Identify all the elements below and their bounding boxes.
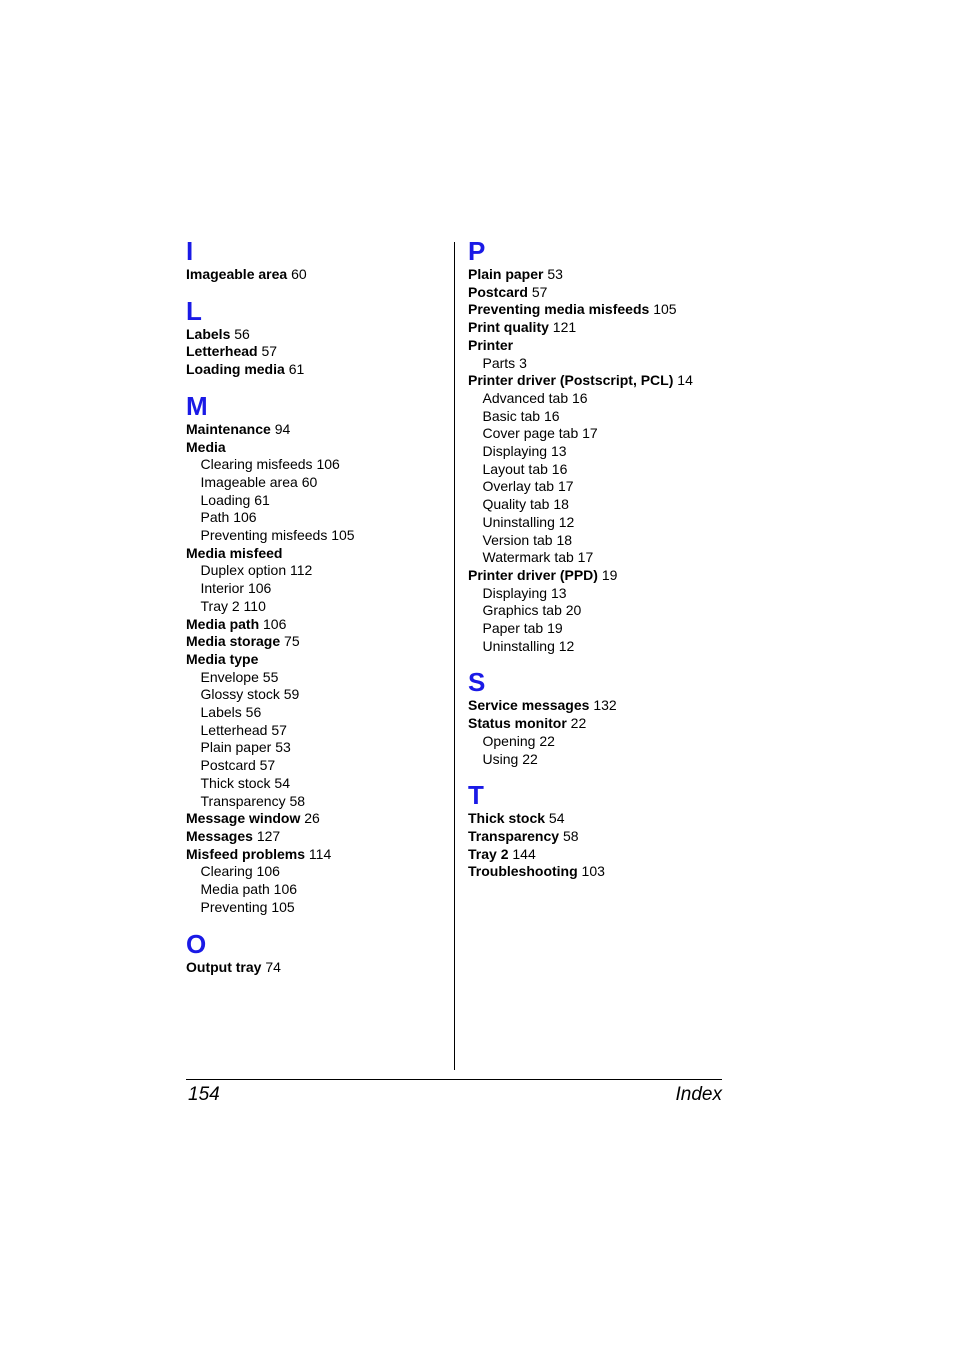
entry-page-number: 144 [512, 845, 536, 862]
entry-term: Paper tab [482, 620, 544, 637]
entry-term: Letterhead [186, 343, 258, 360]
entry-page-number: 105 [653, 301, 677, 318]
footer-title: Index [675, 1084, 722, 1105]
index-column-left [186, 236, 448, 976]
entry-term: Overlay tab [482, 478, 555, 495]
entry-page-number: 58 [562, 827, 579, 844]
entry-term: Print quality [468, 319, 549, 336]
index-subentry [186, 669, 448, 687]
index-subentry [186, 881, 448, 899]
index-subentry [468, 478, 728, 496]
entry-term: Uninstalling [482, 637, 555, 654]
entry-term: Printer driver (PPD) [468, 566, 598, 583]
entry-term: Postcard [468, 283, 528, 300]
index-entry [468, 715, 728, 733]
index-entry [468, 828, 728, 846]
index-entry [468, 863, 728, 881]
page-number: 154 [188, 1084, 220, 1105]
index-subentry [186, 704, 448, 722]
entry-term: Loading [200, 491, 251, 508]
index-subentry [468, 602, 728, 620]
entry-term: Troubleshooting [468, 863, 578, 880]
index-section [186, 391, 448, 917]
entry-term: Displaying [482, 443, 548, 460]
section-letter: O [186, 928, 207, 959]
entry-term: Clearing [200, 863, 253, 880]
index-subentry [468, 733, 728, 751]
entry-page-number: 14 [677, 372, 693, 389]
entry-page-number: 60 [301, 473, 318, 490]
entry-term: Media misfeed [186, 544, 283, 561]
entry-term: Media path [186, 615, 260, 632]
entry-term: Using [482, 750, 519, 767]
entry-page-number: 12 [558, 513, 575, 530]
entry-term: Advanced tab [482, 389, 569, 406]
index-subentry [186, 456, 448, 474]
index-entry [186, 810, 448, 828]
index-subentry [468, 425, 728, 443]
entry-page-number: 106 [256, 863, 280, 880]
index-subentry [468, 443, 728, 461]
index-entry [186, 343, 448, 361]
entry-term: Media path [200, 881, 270, 898]
index-subentry [468, 514, 728, 532]
index-entry [468, 337, 728, 355]
index-entry [468, 372, 728, 390]
entry-page-number: 106 [316, 456, 340, 473]
index-subentry [186, 562, 448, 580]
entry-page-number: 103 [581, 863, 605, 880]
index-subentry [186, 474, 448, 492]
entry-term: Preventing [200, 898, 268, 915]
entry-page-number: 75 [284, 633, 300, 650]
entry-term: Basic tab [482, 407, 541, 424]
index-entry [186, 545, 448, 563]
entry-page-number: 60 [291, 266, 307, 282]
index-entry [468, 301, 728, 319]
entry-page-number: 112 [290, 562, 313, 579]
index-section [186, 296, 448, 379]
index-entry [186, 616, 448, 634]
index-entry [186, 266, 448, 284]
entry-page-number: 106 [247, 580, 272, 597]
entry-page-number: 16 [543, 407, 560, 424]
entry-page-number: 54 [274, 774, 290, 791]
index-entry [186, 439, 448, 457]
section-letter: P [468, 236, 486, 266]
entry-page-number: 22 [522, 750, 538, 767]
entry-page-number: 53 [547, 266, 563, 282]
entry-term: Status monitor [468, 715, 567, 732]
entry-page-number: 18 [553, 496, 569, 513]
entry-page-number: 53 [275, 739, 291, 756]
index-subentry [468, 638, 728, 656]
entry-page-number: 54 [548, 810, 565, 827]
index-entry [468, 266, 728, 284]
entry-page-number: 17 [577, 549, 594, 566]
entry-term: Imageable area [200, 473, 298, 490]
entry-term: Tray 2 [468, 845, 509, 862]
index-entry [468, 284, 728, 302]
entry-page-number: 57 [271, 721, 287, 738]
entry-term: Printer [468, 336, 514, 353]
entry-page-number: 13 [550, 584, 567, 601]
index-entry [468, 319, 728, 337]
index-subentry [186, 739, 448, 757]
entry-term: Thick stock [200, 774, 271, 791]
entry-page-number: 56 [234, 325, 250, 342]
entry-term: Letterhead [200, 721, 268, 738]
entry-page-number: 58 [289, 792, 306, 809]
entry-page-number: 61 [254, 491, 270, 508]
entry-page-number: 132 [593, 697, 617, 714]
index-subentry [468, 585, 728, 603]
index-subentry [468, 751, 728, 769]
entry-page-number: 57 [531, 283, 548, 300]
index-section [468, 236, 728, 655]
column-divider [454, 242, 455, 1070]
entry-term: Loading media [186, 361, 285, 378]
entry-term: Maintenance [186, 420, 271, 437]
entry-term: Tray 2 [200, 597, 240, 614]
entry-page-number: 57 [259, 757, 276, 774]
index-subentry [186, 722, 448, 740]
entry-page-number: 74 [265, 958, 281, 975]
entry-term: Parts [482, 354, 516, 371]
entry-page-number: 105 [271, 898, 295, 915]
entry-term: Labels [200, 704, 242, 721]
index-subentry [186, 598, 448, 616]
entry-page-number: 26 [304, 810, 320, 827]
entry-page-number: 114 [308, 845, 332, 862]
section-letter: S [468, 667, 486, 698]
entry-page-number: 105 [331, 527, 355, 544]
section-letter: M [186, 390, 208, 421]
entry-term: Version tab [482, 531, 553, 548]
entry-term: Displaying [482, 584, 548, 601]
index-subentry [468, 355, 728, 373]
index-section [186, 236, 448, 284]
index-subentry [186, 492, 448, 510]
entry-term: Layout tab [482, 460, 548, 477]
index-section [468, 780, 728, 881]
index-subentry [186, 863, 448, 881]
index-entry [186, 846, 448, 864]
entry-page-number: 22 [539, 732, 555, 749]
entry-page-number: 19 [601, 566, 618, 583]
index-subentry [468, 620, 728, 638]
entry-page-number: 22 [570, 715, 587, 732]
entry-page-number: 106 [273, 881, 298, 898]
entry-page-number: 19 [547, 620, 563, 637]
entry-page-number: 55 [262, 668, 279, 685]
index-subentry [468, 549, 728, 567]
index-entry [468, 810, 728, 828]
index-entry [468, 567, 728, 585]
entry-page-number: 94 [274, 420, 291, 437]
index-subentry [468, 496, 728, 514]
entry-page-number: 56 [245, 704, 262, 721]
index-subentry [468, 408, 728, 426]
index-entry [468, 846, 728, 864]
index-entry [186, 326, 448, 344]
entry-term: Cover page tab [482, 425, 579, 442]
entry-term: Labels [186, 325, 231, 342]
entry-term: Envelope [200, 668, 259, 685]
entry-term: Misfeed problems [186, 845, 306, 862]
entry-term: Messages [186, 827, 253, 844]
index-entry [186, 651, 448, 669]
index-subentry [186, 899, 448, 917]
entry-term: Watermark tab [482, 549, 574, 566]
index-entry [468, 697, 728, 715]
entry-page-number: 110 [243, 597, 266, 614]
entry-term: Interior [200, 580, 245, 597]
entry-term: Clearing misfeeds [200, 456, 313, 473]
entry-term: Path [200, 509, 230, 526]
index-section [468, 667, 728, 768]
entry-term: Opening [482, 732, 536, 749]
entry-term: Plain paper [468, 266, 544, 282]
entry-page-number: 18 [556, 531, 573, 548]
entry-page-number: 127 [256, 827, 281, 844]
entry-page-number: 57 [261, 343, 278, 360]
index-entry [186, 959, 448, 977]
entry-page-number: 20 [565, 602, 582, 619]
entry-term: Preventing media misfeeds [468, 301, 650, 318]
index-subentry [186, 509, 448, 527]
index-subentry [186, 775, 448, 793]
entry-term: Service messages [468, 697, 590, 714]
index-entry [186, 421, 448, 439]
index-subentry [468, 390, 728, 408]
entry-term: Quality tab [482, 496, 550, 513]
entry-term: Media type [186, 650, 259, 667]
entry-page-number: 121 [552, 319, 577, 336]
entry-page-number: 17 [557, 478, 574, 495]
index-subentry [468, 532, 728, 550]
entry-page-number: 3 [519, 354, 527, 371]
entry-term: Graphics tab [482, 602, 562, 619]
entry-term: Plain paper [200, 739, 272, 756]
entry-term: Preventing misfeeds [200, 527, 328, 544]
section-letter: L [186, 295, 202, 326]
entry-term: Message window [186, 810, 301, 827]
index-column-right [468, 236, 728, 881]
entry-page-number: 17 [582, 425, 598, 442]
index-subentry [468, 461, 728, 479]
entry-term: Uninstalling [482, 513, 555, 530]
entry-term: Printer driver (Postscript, PCL) [468, 372, 674, 389]
entry-page-number: 59 [283, 686, 300, 703]
entry-term: Media storage [186, 633, 281, 650]
index-entry [186, 828, 448, 846]
entry-term: Glossy stock [200, 686, 280, 703]
section-letter: T [468, 780, 484, 811]
entry-page-number: 12 [558, 637, 575, 654]
entry-page-number: 61 [288, 361, 305, 378]
entry-page-number: 106 [233, 509, 257, 526]
entry-term: Duplex option [200, 562, 287, 579]
index-subentry [186, 527, 448, 545]
index-subentry [186, 793, 448, 811]
section-letter: I [186, 236, 194, 266]
entry-term: Transparency [468, 827, 560, 844]
entry-term: Imageable area [186, 266, 288, 282]
entry-term: Output tray [186, 958, 262, 975]
entry-term: Postcard [200, 757, 256, 774]
entry-page-number: 16 [572, 389, 588, 406]
index-entry [186, 633, 448, 651]
index-section [186, 929, 448, 977]
entry-term: Thick stock [468, 810, 546, 827]
entry-page-number: 106 [263, 615, 287, 632]
entry-term: Media [186, 438, 226, 455]
entry-term: Transparency [200, 792, 286, 809]
index-subentry [186, 757, 448, 775]
index-subentry [186, 580, 448, 598]
index-entry [186, 361, 448, 379]
footer-rule [186, 1079, 722, 1080]
index-subentry [186, 686, 448, 704]
entry-page-number: 16 [551, 460, 568, 477]
entry-page-number: 13 [550, 443, 567, 460]
